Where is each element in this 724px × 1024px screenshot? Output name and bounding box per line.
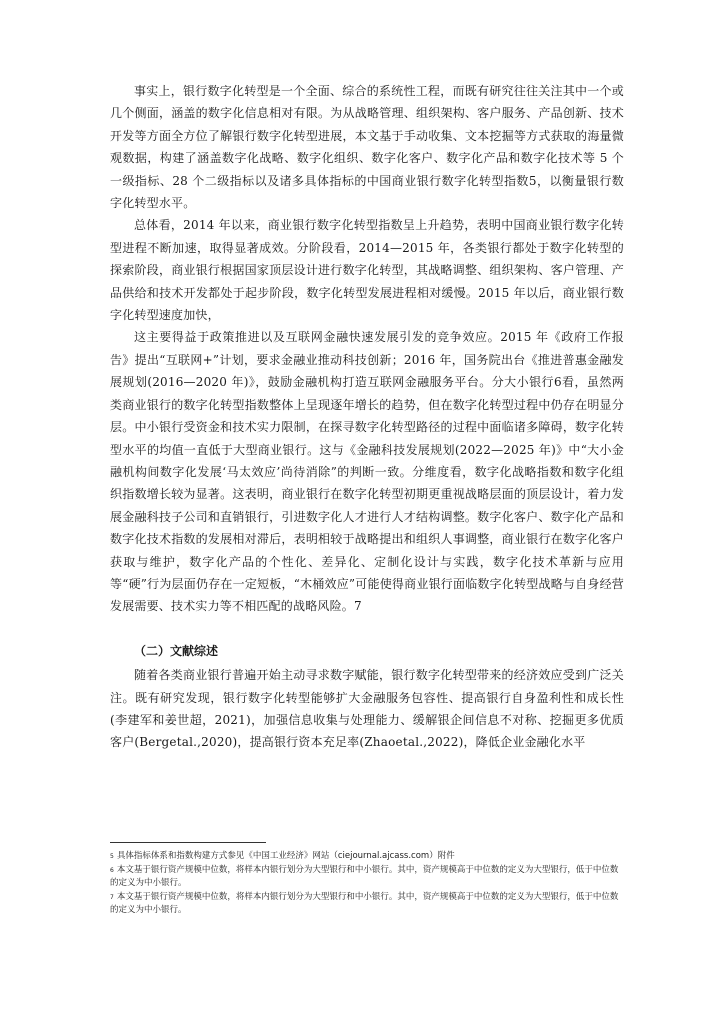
page-body [110, 80, 624, 754]
footnote-text: 本文基于银行资产规模中位数，将样本内银行划分为大型银行和中小银行。其中，资产规模高于中位数的定义为大型银行，低于中位数的定义为中小银行。 [110, 864, 619, 888]
body-paragraph-3: 这主要得益于政策推进以及互联网金融快速发展引发的竞争效应。2015 年《政府工作报告》提出“互联网+”计划，要求金融业推动科技创新；2016 年，国务院出台《推进普惠金融发展规划(2016—2020 年)》，鼓励金融机构打造互联网金融服务平台。分大小银行6看，虽然两类商业银行的数字化转型指数整体上呈现逐年增长的趋势，但在数字化转型过程中仍存在明显分层。中小银行受资金和技术实力限制，在探寻数字化转型路径的过程中面临诸多障碍，数字化转型水平的均值一直低于大型商业银行。这与《金融科技发展规划(2022—2025 年)》中“大小金融机构间数字化发展‘马太效应’尚待消除”的判断一致。分维度看，数字化战略指数和数字化组织指数增长较为显著。这表明，商业银行在数字化转型初期更重视战略层面的顶层设计，着力发展金融科技子公司和直销银行，引进数字化人才进行人才结构调整。数字化客户、数字化产品和数字化技术指数的发展相对滞后，表明相较于战略提出和组织人事调整，商业银行在数字化客户获取与维护，数字化产品的个性化、差异化、定制化设计与实践，数字化技术革新与应用等“硬”行为层面仍存在一定短板，“木桶效应”可能使得商业银行面临数字化转型战略与自身经营发展需要、技术实力等不相匹配的战略风险。7 [110, 330, 624, 614]
section-spacer [110, 618, 624, 640]
footnote-text: 本文基于银行资产规模中位数，将样本内银行划分为大型银行和中小银行。其中，资产规模高于中位数的定义为大型银行，低于中位数的定义为中小银行。 [110, 891, 619, 915]
footnote-divider [110, 842, 266, 843]
body-paragraph-1: 事实上，银行数字化转型是一个全面、综合的系统性工程，而既有研究往往关注其中一个或几个侧面，涵盖的数字化信息相对有限。为从战略管理、组织架构、客户服务、产品创新、技术开发等方面全方位了解银行数字化转型进展，本文基于手动收集、文本挖掘等方式获取的海量微观数据，构建了涵盖数字化战略、数字化组织、数字化客户、数字化产品和数字化技术等 5 个一级指标、28 个二级指标以及诸多具体指标的中国商业银行数字化转型指数5，以衡量银行数字化转型水平。 [110, 84, 624, 211]
footnote-mark: 5 [110, 853, 114, 860]
footnote-7 [110, 891, 624, 918]
footnote-6 [110, 864, 624, 891]
footnote-mark: 6 [110, 866, 114, 874]
section-paragraph: 随着各类商业银行普遍开始主动寻求数字赋能，银行数字化转型带来的经济效应受到广泛关注。既有研究发现，银行数字化转型能够扩大金融服务包容性、提高银行自身盈利性和成长性(李建军和姜世超，2021)，加强信息收集与处理能力、缓解银企间信息不对称、挖掘更多优质客户(Bergetal.,2020)，提高银行资本充足率(Zhaoetal.,2022)，降低企业金融化水平 [110, 668, 624, 750]
footnote-5 [110, 850, 624, 864]
body-paragraph-2: 总体看，2014 年以来，商业银行数字化转型指数呈上升趋势，表明中国商业银行数字化转型进程不断加速，取得显著成效。分阶段看，2014—2015 年，各类银行都处于数字化转型的探索阶段，商业银行根据国家顶层设计进行数字化转型，其战略调整、组织架构、客户管理、产品供给和技术开发都处于起步阶段，数字化转型发展进程相对缓慢。2015 年以后，商业银行数字化转型速度加快， [110, 218, 624, 323]
footnotes [110, 850, 624, 918]
section-heading: （二）文献综述 [134, 643, 219, 658]
footnote-text: 具体指标体系和指数构建方式参见《中国工业经济》网站（ciejournal.ajcass.com）附件 [116, 851, 455, 861]
footnote-mark: 7 [110, 893, 114, 901]
